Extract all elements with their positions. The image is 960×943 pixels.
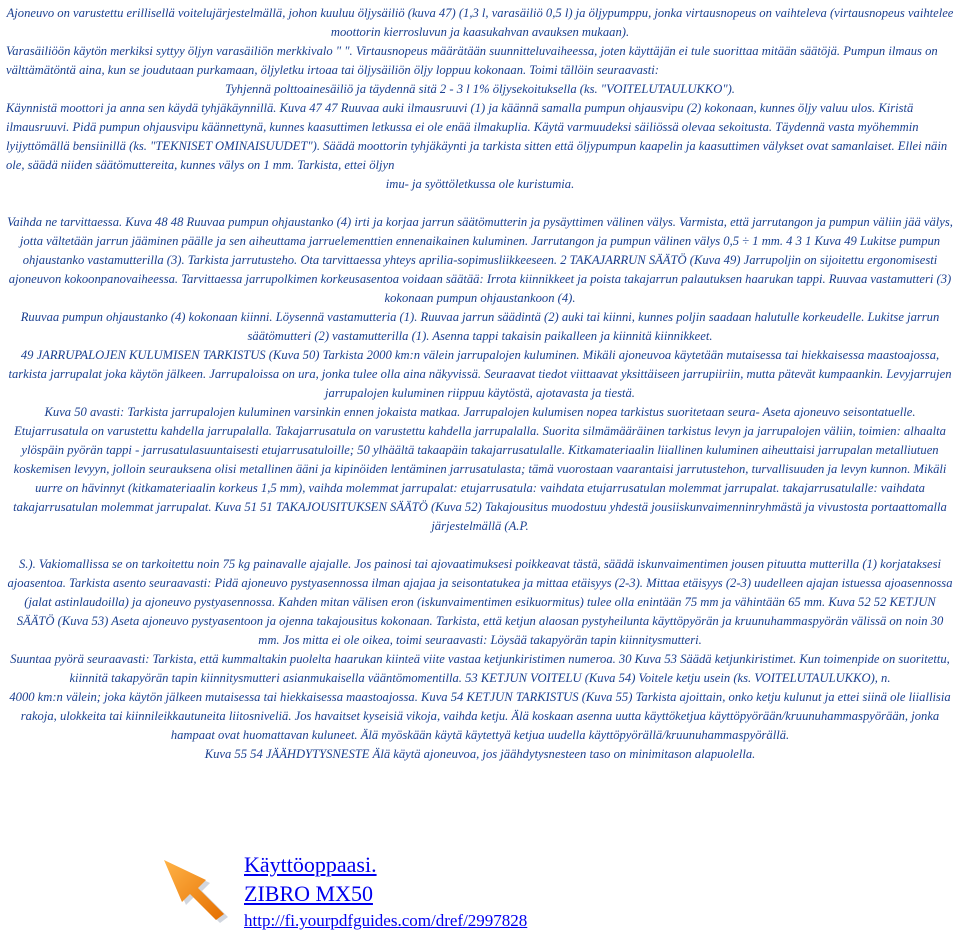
orange-arrow-icon [160,850,234,924]
paragraph: Varasäiliöön käytön merkiksi syttyy öljyn varasäiliön merkkivalo " ". Virtausnopeus määrätään suunnitteluvaiheessa, joten käyttäjän ei tule suorittaa mitään säätöjä. Pumpun ilmaus on välttämätöntä aina, kun se joudutaan purkamaan, öljyletku irtoaa tai öljysäiliön öljy loppuu kokonaan. Toimi tällöin seuraavasti: [6,44,938,77]
paragraph: Vaihda ne tarvittaessa. Kuva 48 48 Ruuvaa pumpun ohjaustanko (4) irti ja korjaa jarrun säätömutterin ja pysäyttimen välinen välys. Varmista, että jarrutangon ja pumpun väliin jää välys, jotta vältetään jarrun jääminen päälle ja sen aiheuttama jarruelementtien ennenaikainen kuluminen. Jarrutangon ja pumpun välinen välys 0,5 ÷ 1 mm. 4 3 1 Kuva 49 Lukitse pumpun ohjaustanko vastamutterilla (3). Tarkista jarrutusteho. Ota tarvittaessa yhteys aprilia-sopimusliikkeeseen. 2 TAKAJARRUN SÄÄTÖ (Kuva 49) Jarrupoljin on sijoitettu ergonomisesti ajoneuvon kokoonpanovaiheessa. Tarvittaessa jarrupolkimen korkeusasentoa voidaan säätää: Irrota kiinnikkeet ja poista takajarrun palautuksen haarukan tappi. Ruuvaa vastamutteri (3) kokonaan pumpun ohjaustankoon (4). [7,215,953,305]
paragraph: Tyhjennä polttoainesäiliö ja täydennä sitä 2 - 3 l 1% öljysekoituksella (ks. "VOITELUTAULUKKO"). [225,82,735,96]
manual-link[interactable]: Käyttöoppaasi. [244,852,377,877]
paragraph: Suuntaa pyörä seuraavasti: Tarkista, että kummaltakin puolelta haarukan kiinteä viite vastaa ketjunkiristimen numeroa. 30 Kuva 53 Säädä ketjunkiristimet. Kun toimenpide on suoritettu, kiinnitä takapyörän tapin kiinnitysmutteri asianmukaisella vääntömomentilla. 53 KETJUN VOITELU (Kuva 54) Voitele ketju usein (ks. VOITELUTAULUKKO), n. [10,652,950,685]
paragraph-spacer [6,536,954,555]
paragraph: Käynnistä moottori ja anna sen käydä tyhjäkäynnillä. Kuva 47 47 Ruuvaa auki ilmausruuvi (1) ja käännä samalla pumpun ohjausvipu (2) kokonaan, kunnes öljy valuu ulos. Kiristä ilmausruuvi. Pidä pumpun ohjausvipu käännettynä, kunnes kaasuttimen letkussa ei ole enää ilmakuplia. Käytä varmuudeksi säiliössä olevaa sekoitusta. Täydennä vasta myöhemmin lyijyttömällä bensiinillä (ks. "TEKNISET OMINAISUUDET"). Säädä moottorin tyhjäkäynti ja tarkista sitten että öljypumpun kaapelin ja kaasuttimen välykset ovat samanlaiset. Ellei näin ole, säädä niiden säätömuttereita, kunnes välys on 1 mm. Tarkista, ettei öljyn [6,101,948,172]
paragraph: 4000 km:n välein; joka käytön jälkeen mutaisessa tai hiekkaisessa maastoajossa. Kuva 54 KETJUN TARKISTUS (Kuva 55) Tarkista ajoittain, onko ketju kulunut ja ettei siinä ole liiallisia rakoja, ulokkeita tai kiinnileikkautuneita liitosniveliä. Jos havaitset kyseisiä vikoja, vaihda ketju. Älä koskaan asenna uutta käyttöketjua käyttöpyörään/kruunuhammaspyörään, jonka hampaat ovat huomattavan kuluneet. Älä myöskään käytä käytettyä ketjua uudella käyttöpyörällä/kruunuhammaspyörällä. [9,690,951,742]
paragraph-spacer [6,194,954,213]
paragraph: Kuva 55 54 JÄÄHDYTYSNESTE Älä käytä ajoneuvoa, jos jäähdytysnesteen taso on minimitason alapuolella. [204,747,756,761]
paragraph: imu- ja syöttöletkussa ole kuristumia. [385,177,575,191]
footer-links [244,850,527,933]
model-link[interactable]: ZIBRO MX50 [244,881,373,906]
guide-url-link[interactable]: http://fi.yourpdfguides.com/dref/2997828 [244,911,528,930]
footer [160,850,800,938]
document-body [6,4,954,764]
paragraph: S.). Vakiomallissa se on tarkoitettu noin 75 kg painavalle ajajalle. Jos painosi tai ajovaatimuksesi poikkeavat tästä, säädä iskunvaimentimen jousen pituutta mutterilla (1) korjataksesi ajoasentoa. Tarkista asento seuraavasti: Pidä ajoneuvo pystyasennossa ilman ajajaa ja seisontatukea ja mittaa etäisyys (2-3). Mittaa etäisyys (2-3) uudelleen ajajan istuessa ajoasennossa (jalat astinlaudoilla) ja ajoneuvo pystyasennossa. Kahden mitan välisen eron (iskunvaimentimen esikuormitus) tulee olla enintään 75 mm ja vähintään 65 mm. Kuva 52 52 KETJUN SÄÄTÖ (Kuva 53) Aseta ajoneuvo pystyasentoon ja ojenna takajousitus kokonaan. Tarkista, että ketjun alaosan pystyheilunta käyttöpyörän ja kruunuhammaspyörän välissä on noin 30 mm. Jos mitta ei ole oikea, toimi seuraavasti: Löysää takapyörän tapin kiinnitysmutteri. [7,557,953,647]
paragraph: Ruuvaa pumpun ohjaustanko (4) kokonaan kiinni. Löysennä vastamutteria (1). Ruuvaa jarrun säädintä (2) auki tai kiinni, kunnes poljin saadaan halutulle korkeudelle. Lukitse jarrun säätömutteri (2) vastamutterilla (1). Asenna tappi takaisin paikalleen ja kiinnitä kiinnikkeet. [20,310,940,343]
paragraph: Ajoneuvo on varustettu erillisellä voitelujärjestelmällä, johon kuuluu öljysäiliö (kuva 47) (1,3 l, varasäiliö 0,5 l) ja öljypumppu, jonka virtausnopeus on vaihteleva (virtausnopeus vaihtelee moottorin kierrosluvun ja kaasukahvan avauksen mukaan). [6,6,954,39]
paragraph: 49 JARRUPALOJEN KULUMISEN TARKISTUS (Kuva 50) Tarkista 2000 km:n välein jarrupalojen kuluminen. Mikäli ajoneuvoa käytetään mutaisessa tai hiekkaisessa maastoajossa, tarkista jarrupalat joka käytön jälkeen. Jarrupaloissa on ura, jonka tulee olla aina näkyvissä. Seuraavat tiedot viittaavat yksittäiseen jarrupiiriin, mutta pätevät kumpaankin. Levyjarrujen jarrupalojen kuluminen riippuu käytöstä, ajotavasta ja tiestä. [8,348,952,400]
paragraph: Kuva 50 avasti: Tarkista jarrupalojen kuluminen varsinkin ennen jokaista matkaa. Jarrupalojen kulumisen nopea tarkistus suoritetaan seura- Aseta ajoneuvo seisontatuelle. Etujarrusatula on varustettu kahdella jarrupalalla. Takajarrusatula on varustettu kahdella jarrupalalla. Suorita silmämääräinen tarkistus levyn ja jarrupalojen väliin, toimien: alhaalta ylöspäin pyörän tappi - jarrusatulasuuntaisesti etujarrusatuloille; 50 ylhäältä takaapäin takajarrusatulalle. Kitkamateriaalin liiallinen kuluminen aiheuttaisi jarrupalan metalliutuen koskemisen levyyn, jolloin seurauksena olisi metallinen ääni ja kipinöiden lentäminen jarrusatulasta; tämä vuorostaan vaarantaisi jarrutustehon, turvallisuuden ja levyn kunnon. Mikäli uurre on hävinnyt (kitkamateriaalin korkeus 1,5 mm), vaihda molemmat jarrupalat: etujarrusatula: vaihdata etujarrusatulan molemmat jarrupalat. takajarrusatulalle: vaihdata takajarrusatulan molemmat jarrupalat. Kuva 51 51 TAKAJOUSITUKSEN SÄÄTÖ (Kuva 52) Takajousitus muodostuu yhdestä jousiiskunvaimenninryhmästä ja vivustosta portaattomalla järjestelmällä (A.P. [13,405,947,533]
